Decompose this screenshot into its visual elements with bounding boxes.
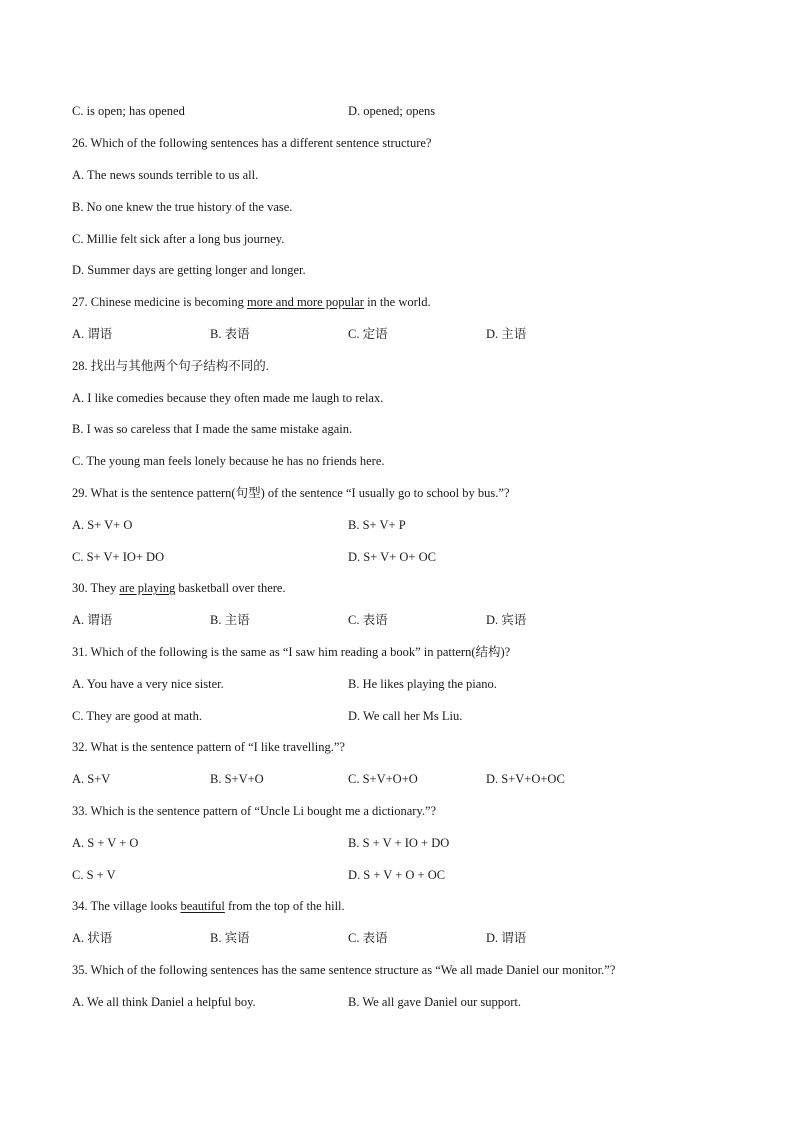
q27-stem-underlined: more and more popular [246,295,364,309]
q28-stem: 28. 找出与其他两个句子结构不同的. [72,359,269,373]
q30-stem-pre: 30. They [72,581,120,595]
q25-option-d: D. opened; opens [348,104,436,118]
q28-option-c: C. The young man feels lonely because he has no friends here. [72,454,385,468]
q27-option-a: A. 谓语 [72,327,113,341]
q34-stem [72,898,345,914]
q33-option-c: C. S + V [72,868,116,882]
q34-stem-pre: 34. The village looks [72,899,181,913]
q31-option-d: D. We call her Ms Liu. [348,709,463,723]
q26-option-d: D. Summer days are getting longer and longer. [72,263,306,277]
q34-option-d: D. 谓语 [486,931,527,945]
q34-stem-post: from the top of the hill. [224,899,345,913]
q35-stem: 35. Which of the following sentences has the same sentence structure as “We all made Daniel our monitor.”? [72,963,616,977]
q29-option-b: B. S+ V+ P [348,518,406,532]
q29-option-d: D. S+ V+ O+ OC [348,550,436,564]
q34-option-c: C. 表语 [348,931,388,945]
q30-stem-post: basketball over there. [175,581,286,595]
q35-option-a: A. We all think Daniel a helpful boy. [72,995,256,1009]
q34-option-a: A. 状语 [72,931,113,945]
q26-option-b: B. No one knew the true history of the vase. [72,200,293,214]
q31-option-b: B. He likes playing the piano. [348,677,497,691]
q28-option-b: B. I was so careless that I made the same mistake again. [72,422,353,436]
q30-option-d: D. 宾语 [486,613,527,627]
q29-option-a: A. S+ V+ O [72,518,133,532]
q34-option-b: B. 宾语 [210,931,250,945]
q30-option-b: B. 主语 [210,613,250,627]
q31-stem: 31. Which of the following is the same as “I saw him reading a book” in pattern(结构)? [72,645,511,659]
q27-option-c: C. 定语 [348,327,388,341]
q30-stem [72,580,286,596]
q26-option-a: A. The news sounds terrible to us all. [72,168,259,182]
q33-option-d: D. S + V + O + OC [348,868,446,882]
q26-option-c: C. Millie felt sick after a long bus journey. [72,232,285,246]
q31-option-c: C. They are good at math. [72,709,202,723]
q35-option-b: B. We all gave Daniel our support. [348,995,522,1009]
q27-stem [72,294,431,310]
q27-stem-pre: 27. Chinese medicine is becoming [72,295,247,309]
q31-option-a: A. You have a very nice sister. [72,677,224,691]
q26-stem: 26. Which of the following sentences has a different sentence structure? [72,136,432,150]
q28-option-a: A. I like comedies because they often made me laugh to relax. [72,391,384,405]
q32-option-a: A. S+V [72,772,111,786]
q32-stem: 32. What is the sentence pattern of “I like travelling.”? [72,740,345,754]
q29-option-c: C. S+ V+ IO+ DO [72,550,165,564]
q27-stem-post: in the world. [363,295,431,309]
q34-stem-underlined: beautiful [180,899,225,913]
q30-option-a: A. 谓语 [72,613,113,627]
q29-stem: 29. What is the sentence pattern(句型) of the sentence “I usually go to school by bus.”? [72,486,510,500]
q33-option-b: B. S + V + IO + DO [348,836,450,850]
q27-option-b: B. 表语 [210,327,250,341]
q25-option-c: C. is open; has opened [72,104,185,118]
q32-option-d: D. S+V+O+OC [486,772,565,786]
q30-stem-underlined: are playing [119,581,176,595]
q32-option-b: B. S+V+O [210,772,264,786]
q32-option-c: C. S+V+O+O [348,772,418,786]
q30-option-c: C. 表语 [348,613,388,627]
q33-stem: 33. Which is the sentence pattern of “Uncle Li bought me a dictionary.”? [72,804,437,818]
q33-option-a: A. S + V + O [72,836,139,850]
q27-option-d: D. 主语 [486,327,527,341]
